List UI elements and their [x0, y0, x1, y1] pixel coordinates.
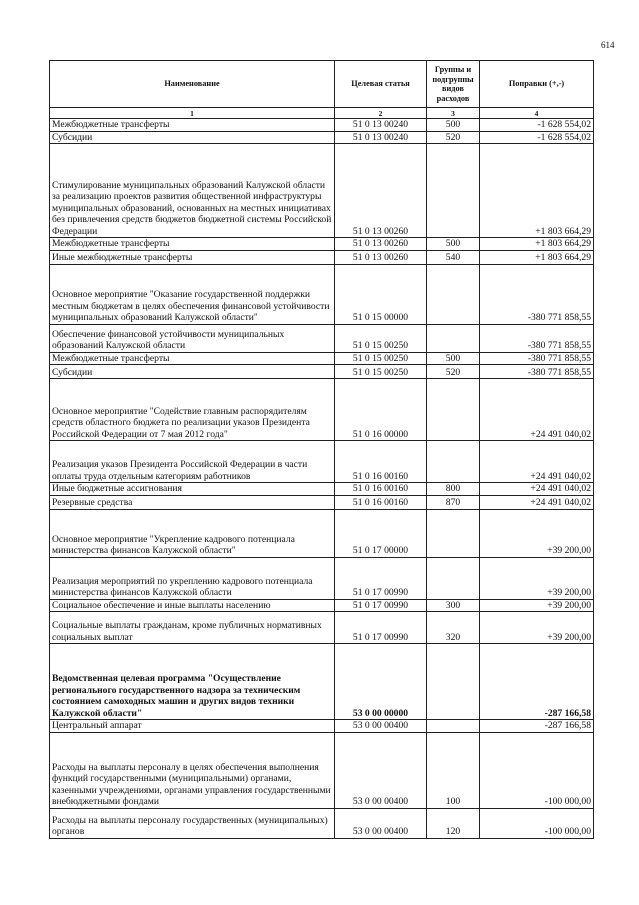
- header-groups: Группы и подгруппы видов расходов: [427, 61, 480, 108]
- row-name: Иные межбюджетные трансферты: [50, 250, 335, 264]
- row-target-code: 51 0 13 00260: [335, 238, 427, 251]
- header-amendments: Поправки (+,-): [480, 61, 594, 108]
- row-group: [427, 509, 480, 557]
- table-row: [50, 612, 594, 644]
- row-name: Стимулирование муниципальных образований Калужской области за реализацию проектов развития общественной инфраструктуры муниципальных образований, основанных на местных инициативах без привлечения средств бюджетов бюджетной системы Российской Федерации: [50, 144, 335, 238]
- row-name: Расходы на выплаты персоналу государственных (муниципальных) органов: [50, 808, 335, 838]
- row-amount: -287 166,58: [480, 720, 594, 733]
- row-amount: +24 491 040,02: [480, 379, 594, 441]
- row-target-code: 51 0 15 00000: [335, 264, 427, 324]
- row-name: Ведомственная целевая программа "Осуществление регионального государственного надзора за техническим состоянием самоходных машин и других видов техники Калужской области": [50, 644, 335, 720]
- row-amount: -100 000,00: [480, 808, 594, 838]
- row-target-code: 51 0 15 00250: [335, 324, 427, 352]
- row-target-code: 53 0 00 00400: [335, 808, 427, 838]
- row-name: Межбюджетные трансферты: [50, 352, 335, 365]
- table-row: [50, 720, 594, 733]
- table-header: [50, 61, 594, 108]
- row-target-code: 51 0 16 00160: [335, 483, 427, 496]
- row-target-code: 53 0 00 00400: [335, 732, 427, 808]
- table-row: [50, 644, 594, 720]
- row-target-code: 51 0 17 00990: [335, 612, 427, 644]
- row-name: Основное мероприятие "Укрепление кадрового потенциала министерства финансов Калужской области": [50, 509, 335, 557]
- row-amount: +1 803 664,29: [480, 144, 594, 238]
- column-number: 3: [427, 108, 480, 119]
- row-group: 800: [427, 483, 480, 496]
- header-target: Целевая статья: [335, 61, 427, 108]
- row-name: Центральный аппарат: [50, 720, 335, 733]
- row-target-code: 51 0 13 00260: [335, 250, 427, 264]
- row-target-code: 53 0 00 00400: [335, 720, 427, 733]
- row-amount: -100 000,00: [480, 732, 594, 808]
- row-target-code: 51 0 13 00240: [335, 131, 427, 144]
- row-target-code: 51 0 17 00990: [335, 599, 427, 612]
- table-row: [50, 495, 594, 509]
- row-target-code: 51 0 13 00260: [335, 144, 427, 238]
- row-amount: +39 200,00: [480, 612, 594, 644]
- row-name: Основное мероприятие "Оказание государственной поддержки местным бюджетам в целях обеспечения финансовой устойчивости муниципальных образований Калужской области": [50, 264, 335, 324]
- row-amount: +1 803 664,29: [480, 238, 594, 251]
- row-target-code: 53 0 00 00000: [335, 644, 427, 720]
- row-group: 540: [427, 250, 480, 264]
- row-target-code: 51 0 15 00250: [335, 352, 427, 365]
- table-row: [50, 131, 594, 144]
- row-name: Расходы на выплаты персоналу в целях обеспечения выполнения функций государственными (муниципальными) органами, казенными учреждениями, органами управления государственными внебюджетными фондами: [50, 732, 335, 808]
- page-number: 614: [601, 40, 615, 50]
- row-group: 120: [427, 808, 480, 838]
- table-row: [50, 144, 594, 238]
- table-row: [50, 483, 594, 496]
- row-name: Реализация указов Президента Российской Федерации в части оплаты труда отдельным категориям работников: [50, 441, 335, 483]
- table-row: [50, 365, 594, 379]
- row-group: 500: [427, 352, 480, 365]
- row-amount: +39 200,00: [480, 509, 594, 557]
- row-amount: +24 491 040,02: [480, 483, 594, 496]
- row-amount: -380 771 858,55: [480, 324, 594, 352]
- table-body: [50, 119, 594, 839]
- row-name: Обеспечение финансовой устойчивости муниципальных образований Калужской области: [50, 324, 335, 352]
- row-name: Социальные выплаты гражданам, кроме публичных нормативных социальных выплат: [50, 612, 335, 644]
- row-name: Резервные средства: [50, 495, 335, 509]
- table-row: [50, 808, 594, 838]
- column-number: 4: [480, 108, 594, 119]
- row-amount: -1 628 554,02: [480, 119, 594, 132]
- row-name: Межбюджетные трансферты: [50, 119, 335, 132]
- row-amount: -1 628 554,02: [480, 131, 594, 144]
- row-group: [427, 644, 480, 720]
- row-name: Реализация мероприятий по укреплению кадрового потенциала министерства финансов Калужской области: [50, 557, 335, 599]
- row-target-code: 51 0 17 00000: [335, 509, 427, 557]
- row-amount: -380 771 858,55: [480, 264, 594, 324]
- row-group: 500: [427, 238, 480, 251]
- row-name: Социальное обеспечение и иные выплаты населению: [50, 599, 335, 612]
- row-group: [427, 441, 480, 483]
- table-row: [50, 379, 594, 441]
- row-group: 520: [427, 131, 480, 144]
- row-name: Иные бюджетные ассигнования: [50, 483, 335, 496]
- table-row: [50, 352, 594, 365]
- row-group: 320: [427, 612, 480, 644]
- row-group: [427, 324, 480, 352]
- row-target-code: 51 0 16 00000: [335, 379, 427, 441]
- row-group: [427, 144, 480, 238]
- table-row: [50, 264, 594, 324]
- column-number-row: [50, 108, 594, 119]
- column-number: 1: [50, 108, 335, 119]
- row-amount: -287 166,58: [480, 644, 594, 720]
- table-row: [50, 119, 594, 132]
- row-amount: +24 491 040,02: [480, 441, 594, 483]
- row-amount: +24 491 040,02: [480, 495, 594, 509]
- row-target-code: 51 0 16 00160: [335, 441, 427, 483]
- row-amount: +39 200,00: [480, 599, 594, 612]
- row-group: 870: [427, 495, 480, 509]
- table-row: [50, 599, 594, 612]
- table-row: [50, 238, 594, 251]
- budget-table: [49, 60, 594, 839]
- column-number: 2: [335, 108, 427, 119]
- row-name: Межбюджетные трансферты: [50, 238, 335, 251]
- row-target-code: 51 0 16 00160: [335, 495, 427, 509]
- row-name: Субсидии: [50, 131, 335, 144]
- row-group: [427, 264, 480, 324]
- row-amount: +1 803 664,29: [480, 250, 594, 264]
- row-group: [427, 720, 480, 733]
- row-target-code: 51 0 13 00240: [335, 119, 427, 132]
- row-group: 300: [427, 599, 480, 612]
- row-target-code: 51 0 17 00990: [335, 557, 427, 599]
- row-group: 100: [427, 732, 480, 808]
- table-row: [50, 732, 594, 808]
- table-row: [50, 324, 594, 352]
- row-name: Субсидии: [50, 365, 335, 379]
- table-row: [50, 509, 594, 557]
- row-amount: -380 771 858,55: [480, 352, 594, 365]
- row-group: 520: [427, 365, 480, 379]
- row-group: [427, 557, 480, 599]
- row-group: 500: [427, 119, 480, 132]
- row-name: Основное мероприятие "Содействие главным распорядителям средств областного бюджета по реализации указов Президента Российской Федерации от 7 мая 2012 года": [50, 379, 335, 441]
- table-row: [50, 250, 594, 264]
- table-row: [50, 441, 594, 483]
- row-target-code: 51 0 15 00250: [335, 365, 427, 379]
- header-name: Наименование: [50, 61, 335, 108]
- row-amount: +39 200,00: [480, 557, 594, 599]
- table-row: [50, 557, 594, 599]
- row-amount: -380 771 858,55: [480, 365, 594, 379]
- row-group: [427, 379, 480, 441]
